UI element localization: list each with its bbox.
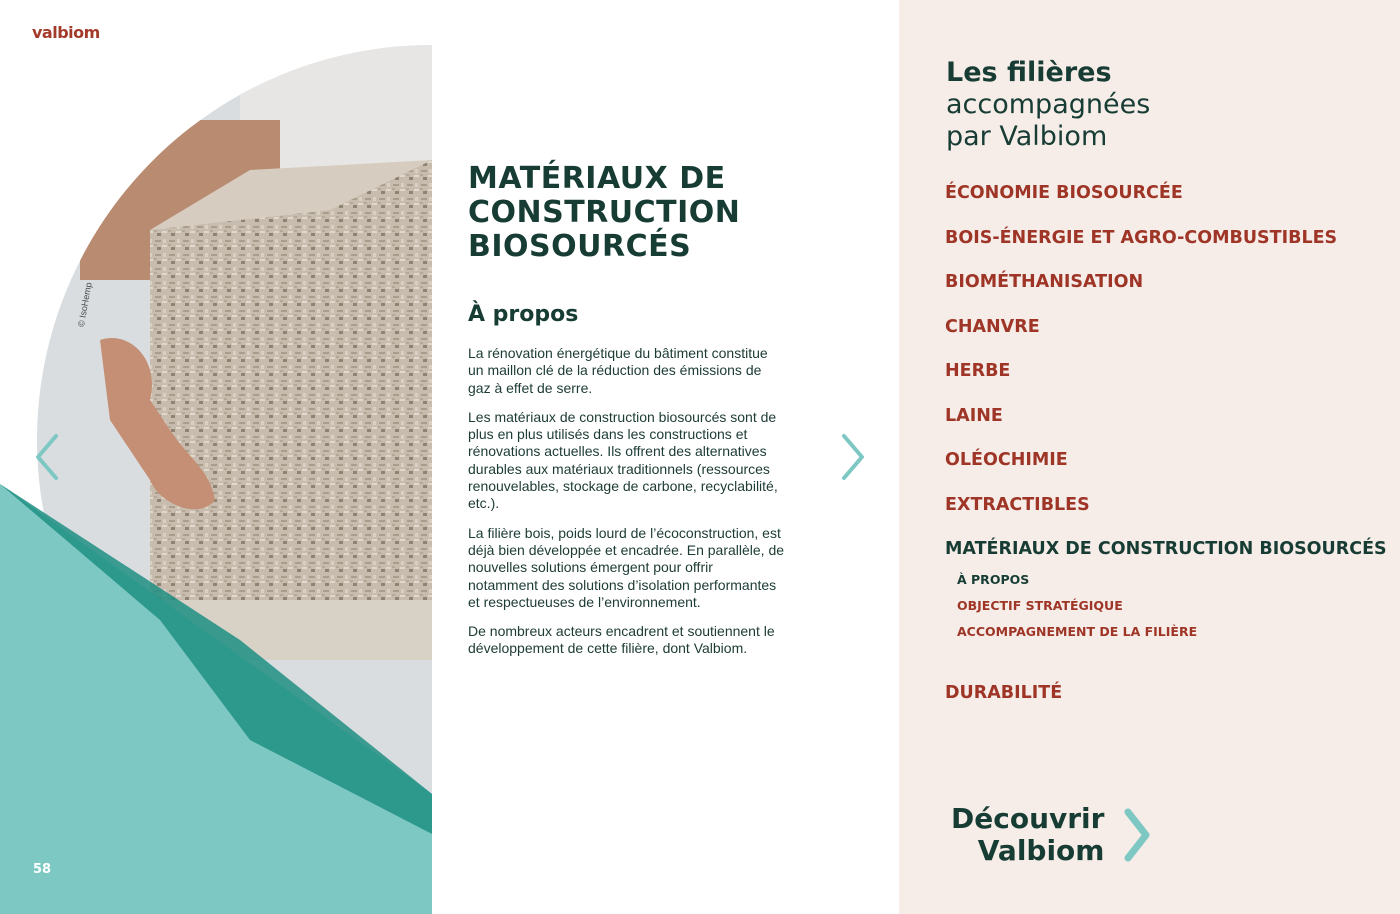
paragraph: La rénovation énergétique du bâtiment constitue un maillon clé de la réduction des émissions de gaz à effet de serre. — [468, 345, 768, 396]
chevron-right-icon — [1122, 808, 1152, 862]
sidebar-item-economie-biosourcee[interactable]: ÉCONOMIE BIOSOURCÉE — [945, 183, 1183, 203]
sidebar-item-durabilite[interactable]: DURABILITÉ — [945, 683, 1063, 703]
sidebar-sublist — [957, 572, 1385, 650]
chevron-right-icon — [838, 432, 868, 482]
page-number: 58 — [33, 862, 52, 877]
body-text — [468, 345, 798, 658]
section-title: À propos — [468, 302, 579, 327]
sidebar-title — [946, 57, 1366, 153]
sidebar-title-line2: accompagnées — [946, 89, 1151, 120]
sidebar-subitem-accompagnement[interactable]: ACCOMPAGNEMENT DE LA FILIÈRE — [957, 624, 1198, 639]
discover-label — [951, 803, 1104, 867]
sidebar-item-biomethanisation[interactable]: BIOMÉTHANISATION — [945, 272, 1144, 292]
sidebar-subitem-objectif-strategique[interactable]: OBJECTIF STRATÉGIQUE — [957, 598, 1123, 613]
sidebar-item-herbe[interactable]: HERBE — [945, 361, 1011, 381]
sidebar-item-extractibles[interactable]: EXTRACTIBLES — [945, 494, 1090, 515]
discover-line2: Valbiom — [977, 834, 1105, 867]
next-page-button[interactable] — [838, 432, 868, 482]
photo-credit: © IsoHemp — [76, 281, 94, 328]
paragraph: Les matériaux de construction biosourcés sont de plus en plus utilisés dans les constructions et rénovations actuelles. Ils offrent des alternatives durables aux matériaux traditionnels (ressources renouvelables, stockage de carbone, recyclabilité, etc.). — [468, 408, 778, 512]
sidebar-item-laine[interactable]: LAINE — [945, 405, 1003, 426]
page-title: MATÉRIAUX DE CONSTRUCTION BIOSOURCÉS — [468, 161, 741, 264]
sidebar-item-chanvre[interactable]: CHANVRE — [945, 316, 1040, 337]
main-content — [468, 162, 798, 670]
sidebar-item-bois-energie[interactable]: BOIS-ÉNERGIE ET AGRO-COMBUSTIBLES — [945, 227, 1338, 248]
sidebar-title-bold: Les filières — [946, 57, 1112, 88]
sidebar-subitem-a-propos[interactable]: À PROPOS — [957, 572, 1030, 587]
sidebar-title-line3: par Valbiom — [946, 121, 1108, 152]
paragraph: La filière bois, poids lourd de l’écoconstruction, est déjà bien développée et encadrée. En parallèle, de nouvelles solutions émergent pour offrir notamment des solutions d’isolation performantes et respectueuses de l’environnement. — [468, 524, 785, 610]
sidebar-item-materiaux-construction[interactable] — [945, 536, 1385, 650]
valbiom-logo[interactable]: valbiom — [32, 23, 100, 42]
discover-line1: Découvrir — [951, 802, 1105, 835]
chevron-left-icon — [32, 432, 62, 482]
discover-valbiom-button[interactable] — [951, 803, 1152, 867]
previous-page-button[interactable] — [32, 432, 62, 482]
paragraph: De nombreux acteurs encadrent et soutiennent le développement de cette filière, dont Valbiom. — [468, 623, 775, 657]
sidebar — [899, 0, 1400, 914]
sidebar-item-label: MATÉRIAUX DE CONSTRUCTION BIOSOURCÉS — [945, 539, 1387, 559]
sector-list — [945, 180, 1385, 725]
sidebar-item-oleochimie[interactable]: OLÉOCHIMIE — [945, 450, 1068, 470]
photo-illustration — [0, 0, 432, 914]
hemp-block-photo — [0, 0, 432, 914]
